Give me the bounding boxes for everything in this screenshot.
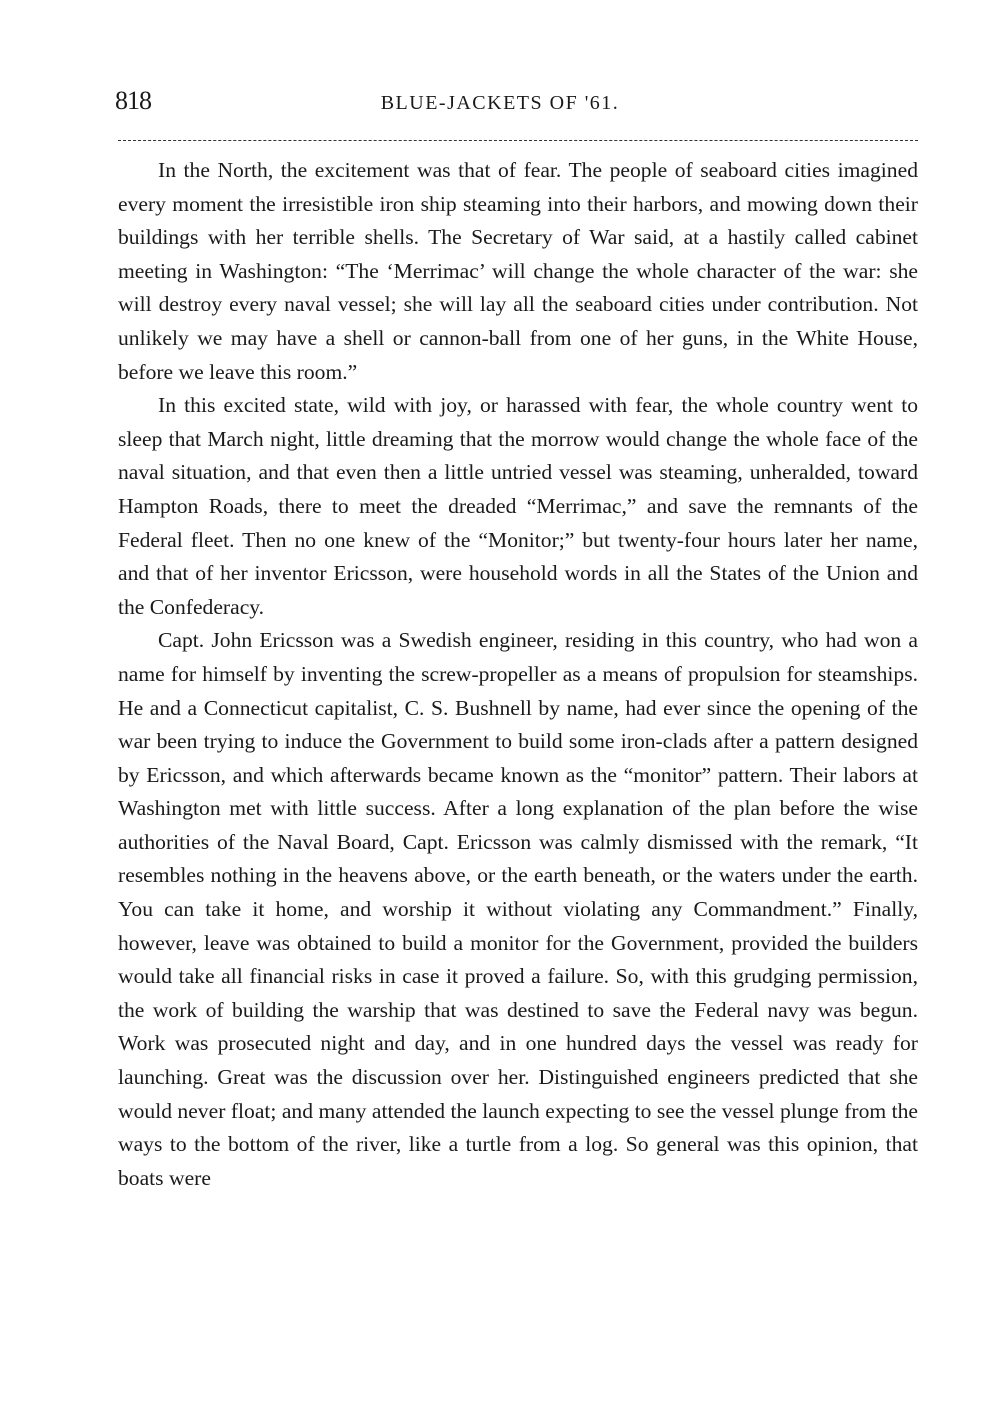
body-text xyxy=(118,154,918,1195)
header-rule xyxy=(118,140,918,141)
paragraph: In this excited state, wild with joy, or harassed with fear, the whole country went to sleep that March night, little dreaming that the morrow would change the whole face of the naval situation, and that even then a little untried vessel was steaming, unheralded, toward Hampton Roads, there to meet the dreaded “Merrimac,” and save the remnants of the Federal fleet. Then no one knew of the “Monitor;” but twenty-four hours later her name, and that of her inventor Ericsson, were household words in all the States of the Union and the Confederacy. xyxy=(118,393,918,619)
paragraph: Capt. John Ericsson was a Swedish engineer, residing in this country, who had won a name for himself by inventing the screw-propeller as a means of propulsion for steamships. He and a Connecticut capitalist, C. S. Bushnell by name, had ever since the opening of the war been trying to induce the Government to build some iron-clads after a pattern designed by Ericsson, and which afterwards became known as the “monitor” pattern. Their labors at Washington met with little success. After a long explanation of the plan before the wise authorities of the Naval Board, Capt. Ericsson was calmly dismissed with the remark, “It resembles nothing in the heavens above, or the earth beneath, or the waters under the earth. You can take it home, and worship it without violating any Commandment.” Finally, however, leave was obtained to build a monitor for the Government, provided the builders would take all financial risks in case it proved a failure. So, with this grudging permission, the work of building the warship that was destined to save the Federal navy was begun. Work was prosecuted night and day, and in one hundred days the vessel was ready for launching. Great was the discussion over her. Distinguished engineers predicted that she would never float; and many attended the launch expecting to see the vessel plunge from the ways to the bottom of the river, like a turtle from a log. So general was this opinion, that boats were xyxy=(118,628,918,1190)
page-number: 818 xyxy=(115,86,151,115)
paragraph: In the North, the excitement was that of fear. The people of seaboard cities imagined every moment the irresistible iron ship steaming into their harbors, and mowing down their buildings with her terrible shells. The Secretary of War said, at a hastily called cabinet meeting in Washington: “The ‘Merrimac’ will change the whole character of the war: she will destroy every naval vessel; she will lay all the seaboard cities under contribution. Not unlikely we may have a shell or cannon-ball from one of her guns, in the White House, before we leave this room.” xyxy=(118,158,918,384)
running-title: BLUE-JACKETS OF '61. xyxy=(380,92,620,114)
